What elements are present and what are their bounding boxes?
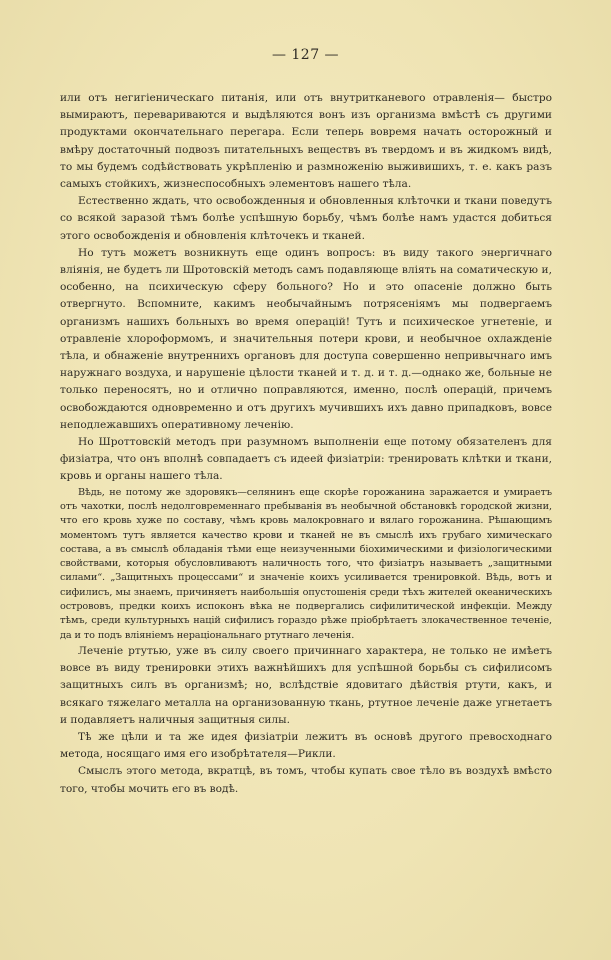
paragraph-5: Вѣдь, не потому же здоровякъ—селянинъ еще скорѣе горожанина заражается и умираетъ отъ чахотки, послѣ недолговременнаго пребыванія въ необычной обстановкѣ городской жизни, что его кровь хуже по составу, чѣмъ кровь малокровнаго и вялаго горожанина. Рѣшающимъ моментомъ тутъ является качество крови и тканей не въ смыслѣ ихъ грубаго химическаго состава, а въ смыслѣ обладанія тѣми еще неизученными біохимическими и физіологическими свойствами, которыя обусловливаютъ наличность того, что физіатръ называетъ „защитными силами“. „Защитныхъ процессами“ и значеніе коихъ усиливается тренировкой. Вѣдь, вотъ и сифилисъ, мы знаемъ, причиняетъ наибольшія опустошенія среди тѣхъ жителей океаническихъ острововъ, предки коихъ испоконъ вѣка не подвергались сифилитической инфекціи. Между тѣмъ, среди культурныхъ націй сифилисъ гораздо рѣже пріобрѣтаетъ злокачественное теченіе, да и то подъ вліяніемъ нераціональнаго ртутнаго леченія. bbox=[60, 486, 552, 641]
paragraph-2: Естественно ждать, что освобожденныя и обновленныя клѣточки и ткани поведутъ со всякой заразой тѣмъ болѣе успѣшную борьбу, чѣмъ болѣе намъ удастся добиться этого освобожденія и обновленія клѣточекъ и тканей. bbox=[60, 195, 552, 242]
paragraph-1: или отъ негигіеническаго питанія, или отъ внутритканевого отравленія— быстро вымираютъ, перевариваются и выдѣляются вонъ изъ организма вмѣстѣ съ другими продуктами окончательнаго перегара. Если теперь вовремя начать осторожный и вмѣру достаточный подвозъ питательныхъ веществъ въ твердомъ и въ жидкомъ видѣ, то мы будемъ содѣйствовать укрѣпленію и размноженію выживишихъ, т. е. какъ разъ самыхъ стойкихъ, жизнеспособныхъ элементовъ нашего тѣла. bbox=[60, 92, 552, 191]
paragraph-7: Тѣ же цѣли и та же идея физіатріи лежитъ въ основѣ другого превосходнаго метода, носящаго имя его изобрѣтателя—Рикли. bbox=[60, 730, 552, 761]
paragraph-6: Леченіе ртутью, уже въ силу своего причиннаго характера, не только не имѣетъ вовсе въ виду тренировки этихъ важнѣйшихъ для успѣшной борьбы съ сифилисомъ защитныхъ силъ въ организмѣ; но, вслѣдствіе ядовитаго дѣйствія ртути, какъ, и всякаго тяжелаго металла на организованную ткань, ртутное леченіе даже угнетаетъ и подавляетъ наличныя защитныя силы. bbox=[60, 644, 552, 726]
paragraph-3: Но тутъ можетъ возникнуть еще одинъ вопросъ: въ виду такого энергичнаго вліянія, не будетъ ли Шротовскій методъ самъ подавляюще влiять на соматическую и, особенно, на психическую сферу больного? Но и это опасеніе должно быть отвергнуто. Вспомните, какимъ необычайнымъ потрясеніямъ мы подвергаемъ организмъ нашихъ больныхъ во время операцій! Тутъ и психическое угнетеніе, и отравленіе хлороформомъ, и значительныя потери крови, и необычное охлажденіе тѣла, и обнаженіе внутреннихъ органовъ для доступа совершенно непривычнаго имъ наружнаго воздуха, и нарушеніе цѣлости тканей и т. д. и т. д.—однако же, больные не только переносятъ, но и отлично поправляются, именно, послѣ операцій, причемъ освобождаются одновременно и отъ другихъ мучившихъ ихъ давно припадковъ, вовсе неподлежавшихъ оперативному леченію. bbox=[60, 246, 552, 431]
paragraph-8: Смыслъ этого метода, вкратцѣ, въ томъ, чтобы купать свое тѣло въ воздухѣ вмѣсто того, чтобы мочить его въ водѣ. bbox=[60, 765, 552, 795]
paragraph-4: Но Шроттовскій методъ при разумномъ выполненіи еще потому обязателенъ для физіатра, что онъ вполнѣ совпадаетъ съ идеей физіатріи: тренировать клѣтки и ткани, кровь и органы нашего тѣла. bbox=[60, 436, 552, 483]
body-text bbox=[60, 90, 552, 798]
page-number: — 127 — bbox=[271, 47, 340, 63]
